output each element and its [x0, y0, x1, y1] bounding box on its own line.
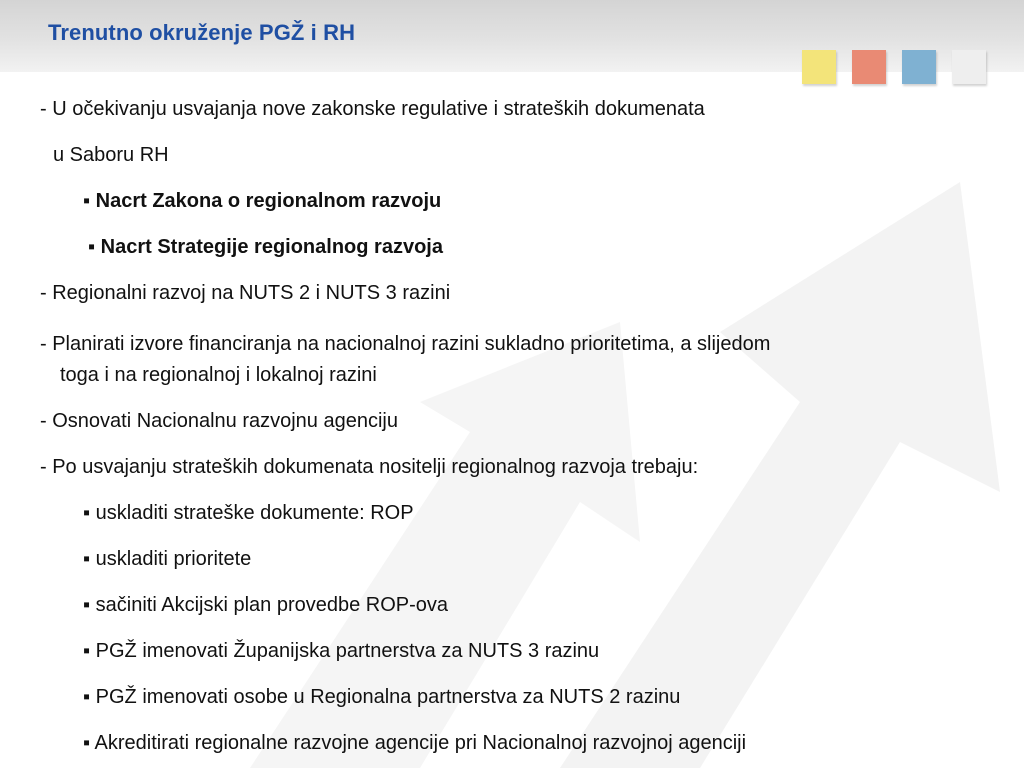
body-line-dash: - Osnovati Nacionalnu razvojnu agenciju: [40, 410, 398, 432]
body-line-bullet: ▪ uskladiti strateške dokumente: ROP: [83, 502, 414, 524]
body-line-continuation: toga i na regionalnoj i lokalnoj razini: [60, 364, 377, 386]
body-line-dash: - Planirati izvore financiranja na nacionalnoj razini sukladno prioritetima, a slijedom: [40, 333, 771, 355]
body-line-bullet: ▪ PGŽ imenovati Županijska partnerstva za NUTS 3 razinu: [83, 640, 600, 662]
body-line-bullet-bold: ▪ Nacrt Zakona o regionalnom razvoju: [83, 190, 442, 212]
body-line-bullet: ▪ Akreditirati regionalne razvojne agencije pri Nacionalnoj razvojnoj agenciji: [83, 732, 747, 754]
body-line-dash: - Regionalni razvoj na NUTS 2 i NUTS 3 razini: [40, 282, 451, 304]
body-line-continuation: u Saboru RH: [53, 144, 169, 166]
slide-title: Trenutno okruženje PGŽ i RH: [48, 20, 356, 45]
body-line-bullet: ▪ uskladiti prioritete: [83, 548, 252, 570]
body-line-dash: - Po usvajanju strateških dokumenata nositelji regionalnog razvoja trebaju:: [40, 456, 699, 478]
body-line-bullet: ▪ sačiniti Akcijski plan provedbe ROP-ova: [83, 594, 449, 616]
body-line-dash: - U očekivanju usvajanja nove zakonske regulative i strateških dokumenata: [40, 98, 705, 120]
body-line-bullet: ▪ PGŽ imenovati osobe u Regionalna partnerstva za NUTS 2 razinu: [83, 686, 681, 708]
body-line-bullet-bold: ▪ Nacrt Strategije regionalnog razvoja: [88, 236, 443, 258]
